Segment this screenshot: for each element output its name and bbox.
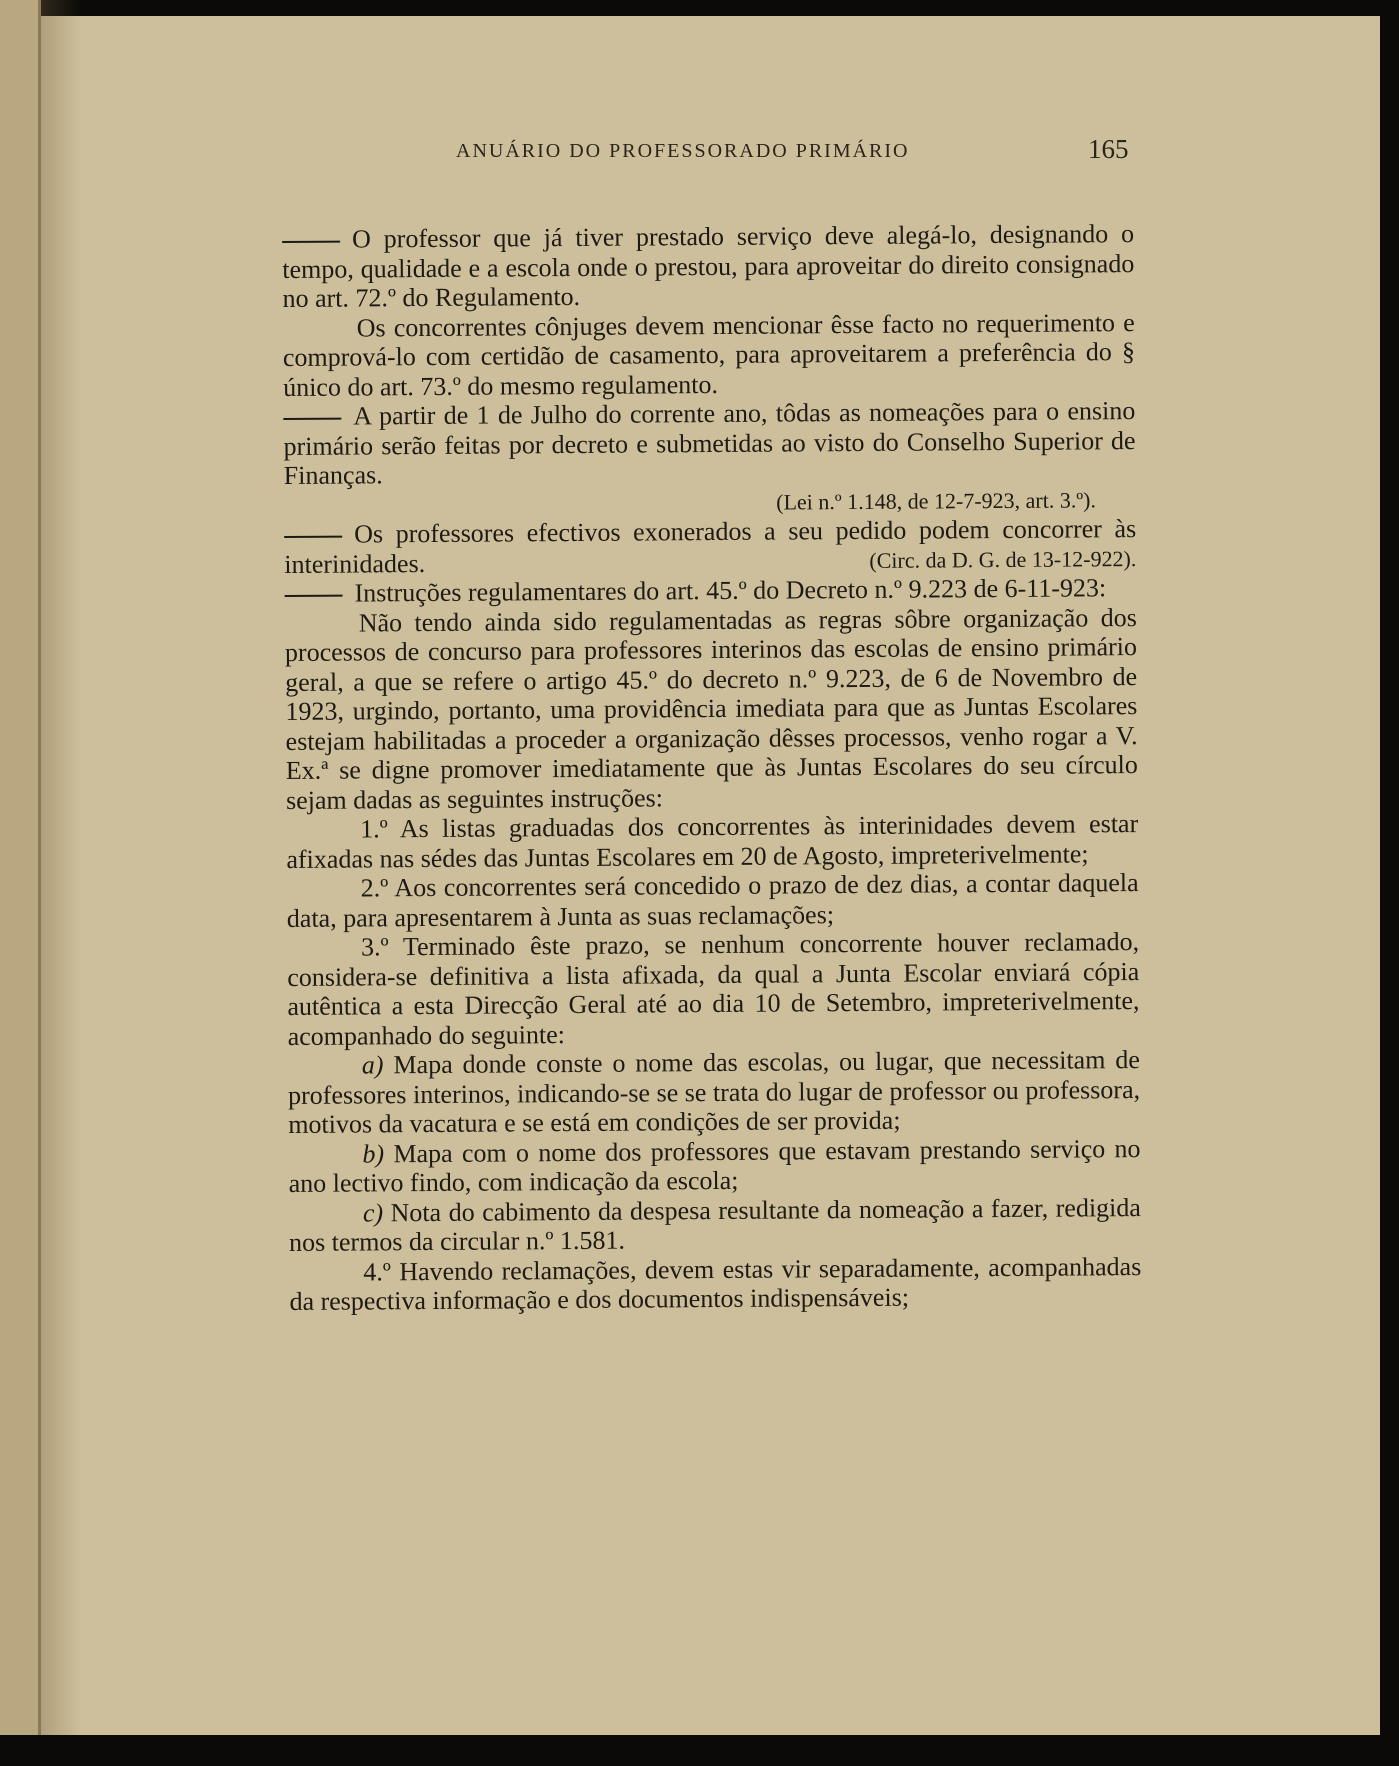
paragraph-instructions-body: Não tendo ainda sido regulamentadas as regras sôbre organização dos processos de concurso para professores interinos das escolas de ensino primário geral, a que se refere o artigo 45.º do decreto n.º 9.223, de 6 de Novembro de 1923, urgindo, portanto, uma providência imediata para que as Juntas Escolares estejam habilitadas a proceder a organização dêsses processos, venho rogar a V. Ex.ª se digne promover imediatamente que às Juntas Escolares do seu círculo sejam dadas as seguintes instruções: bbox=[284, 602, 1138, 815]
sub-item-a: a) Mapa donde conste o nome das escolas, ou lugar, que necessitam de professores interinos, indicando-se se se trata do lugar de professor ou professora, motivos da vacatura e se está em condições de ser provida; bbox=[287, 1045, 1141, 1139]
paragraph-service: O professor que já tiver prestado serviço deve alegá-lo, designando o tempo, qualidade e a escola onde o prestou, para aproveitar do direito consignado no art. 72.º do Regulamento. bbox=[282, 219, 1135, 313]
instruction-2: 2.º Aos concorrentes será concedido o prazo de dez dias, a contar daquela data, para apresentarem à Junta as suas reclamações; bbox=[286, 868, 1139, 933]
facing-page-edge bbox=[0, 0, 41, 1735]
running-head: ANUÁRIO DO PROFESSORADO PRIMÁRIO bbox=[456, 140, 910, 162]
sub-item-c: c) Nota do cabimento da despesa resultante da nomeação a fazer, redigida nos termos da circular n.º 1.581. bbox=[289, 1192, 1141, 1257]
sub-item-label: c) bbox=[362, 1197, 384, 1227]
paragraph-instructions-heading: Instruções regulamentares do art. 45.º do Decreto n.º 9.223 de 6-11-923: bbox=[284, 573, 1136, 608]
citation-circular: (Circ. da D. G. de 13-12-922). bbox=[869, 545, 1137, 573]
sub-item-label: b) bbox=[362, 1138, 385, 1168]
paragraph-spouses: Os concorrentes cônjuges devem mencionar êsse facto no requerimento e comprová-lo com certidão de casamento, para aproveitarem a preferência do § único do art. 73.º do mesmo regulamento. bbox=[282, 307, 1136, 402]
page-number: 165 bbox=[1088, 134, 1129, 164]
scan-top-border bbox=[0, 0, 1380, 16]
instruction-3: 3.º Terminado êste prazo, se nenhum concorrente houver reclamado, considera-se definitiva a lista afixada, da qual a Junta Escolar enviará cópia autêntica a esta Direcção Geral até ao dia 10 de Setembro, impreterivelmente, acompanhado do seguinte: bbox=[287, 927, 1140, 1051]
gutter-shadow bbox=[41, 0, 81, 1735]
em-dash-rule bbox=[285, 595, 343, 597]
instruction-4: 4.º Havendo reclamações, devem estas vir separadamente, acompanhadas da respectiva informação e dos documentos indispensáveis; bbox=[289, 1251, 1142, 1316]
em-dash-rule bbox=[282, 241, 340, 243]
paragraph-appointments: A partir de 1 de Julho do corrente ano, tôdas as nomeações para o ensino primário serão feitas por decreto e submetidas ao visto do Conselho Superior de Finanças. bbox=[283, 396, 1136, 490]
paragraph-effective-teachers: Os professores efectivos exonerados a seu pedido podem concorrer às interinidades. (Circ. da D. G. de 13-12-922). bbox=[284, 514, 1137, 579]
em-dash-rule bbox=[283, 418, 341, 420]
sub-item-label: a) bbox=[361, 1050, 384, 1080]
citation-lei: (Lei n.º 1.148, de 12-7-923, art. 3.º). bbox=[776, 486, 1097, 515]
instruction-1: 1.º As listas graduadas dos concorrentes às interinidades devem estar afixadas nas sédes das Juntas Escolares em 20 de Agosto, impreterivelmente; bbox=[286, 809, 1139, 874]
page-body bbox=[282, 219, 1142, 1316]
sub-item-b: b) Mapa com o nome dos professores que estavam prestando serviço no ano lectivo findo, com indicação da escola; bbox=[288, 1133, 1141, 1198]
em-dash-rule bbox=[284, 536, 342, 538]
